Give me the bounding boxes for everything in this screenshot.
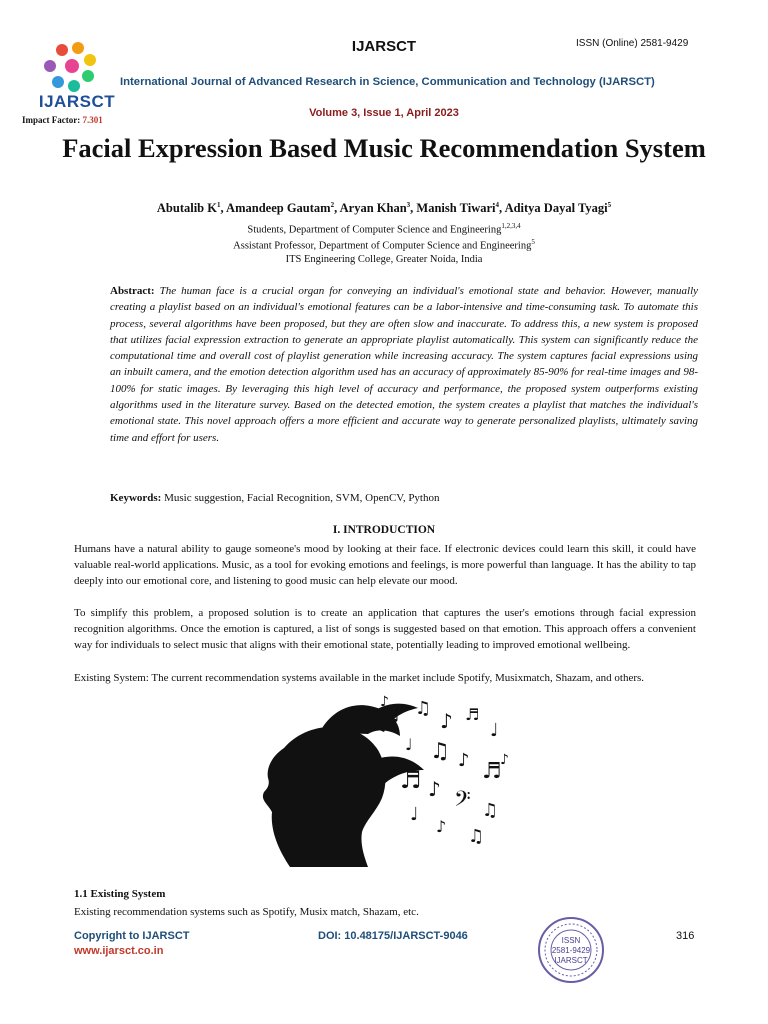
svg-text:♫: ♫ [430,739,450,764]
journal-full-title: International Journal of Advanced Research in Science, Communication and Technology (IJARSCT) [120,76,655,88]
paragraph: Existing System: The current recommendation systems available in the market include Spotify, Musixmatch, Shazam, and others. [74,672,645,684]
issn-seal-icon [537,916,605,984]
page-number: 316 [676,930,695,942]
svg-text:♪: ♪ [440,709,453,733]
section-heading: I. INTRODUCTION [332,524,436,536]
affiliation: ITS Engineering College, Greater Noida, India [285,254,483,265]
keywords: Keywords: Music suggestion, Facial Recognition, SVM, OpenCV, Python [110,492,440,504]
music-head-silhouette-image [250,692,520,874]
affiliation: Assistant Professor, Department of Computer Science and Engineering$^5$ [233,238,535,252]
abstract: Abstract: The human face is a crucial organ for conveying an individual's emotional state and behavior. However, manually creating a playlist based on an individual's emotional features can be a labor-intensive and time-consuming task. To automate this process, several algorithms have been proposed, but they are often slow and inaccurate. To address this, a new system is proposed that utilizes facial expression extraction to generate an appropriate playlist automatically. This system can significantly reduce the computational time and overall cost of playlist generation while increasing accuracy. The system captures facial expressions using an inbuilt camera, and the emotion detection algorithm used has an accuracy of approximately 85-90% for real-time images and 98-100% for static images. By leveraging this high level of accuracy and performance, the proposed system outperforms existing algorithms used in the literature survey. Based on the detected emotion, the system creates a playlist that matches the individual's emotional state. This novel approach offers a more efficient and accurate way to generate personalized playlists, ultimately saving time and effort for users. [110,285,699,444]
issn: ISSN (Online) 2581-9429 [576,38,689,49]
svg-text:♩: ♩ [405,735,413,754]
author-list: Abutalib $K^1$, Amandeep Gautam$^2$, Aryan Khan$^3$, Manish Tiwari$^4$, Aditya Dayal Tyagi$^5$ [156,201,612,216]
svg-text:♪: ♪ [500,752,509,768]
svg-text:♫: ♫ [482,800,499,821]
affiliation: Students, Department of Computer Science and Engineering$^{1,2,3,4}$ [247,222,521,236]
footer-website-link[interactable]: www.ijarsct.co.in [74,945,164,957]
svg-text:♪: ♪ [428,777,441,801]
svg-text:♩: ♩ [410,804,419,825]
paragraph: Humans have a natural ability to gauge someone's mood by looking at their face. If electronic devices could learn this skill, it could have valuable real-world applications. Music, as a tool for evoking emotions and feelings, is more powerful than language. It has the ability to tap deeply into our emotional core, and listening to good music can help elevate our mood. [74,543,696,588]
volume-issue: Volume 3, Issue 1, April 2023 [309,107,459,119]
impact-factor: Impact Factor: 7.301 [22,115,103,125]
author: Amandeep Gautam [226,201,331,216]
svg-text:♪: ♪ [436,817,447,836]
svg-text:♬: ♬ [482,759,502,784]
paper-title: Facial Expression Based Music Recommendation System [62,133,706,163]
svg-text:IJARSCT: IJARSCT [554,956,588,965]
svg-text:2581-9429: 2581-9429 [551,946,591,955]
footer-copyright: Copyright to IJARSCT [74,930,190,942]
svg-text:ISSN: ISSN [561,936,581,945]
subsection-heading: 1.1 Existing System [74,888,166,900]
svg-text:♬: ♬ [400,766,422,794]
svg-text:♩: ♩ [490,720,499,741]
author: Aditya Dayal Tyagi [504,201,608,216]
logo-wordmark: IJARSCT [38,92,116,111]
svg-text:♪: ♪ [458,750,470,771]
journal-short-title: IJARSCT [351,38,417,55]
svg-text:♬: ♬ [465,705,480,724]
svg-text:♫: ♫ [415,698,432,719]
author: Aryan Khan [339,201,407,216]
paragraph: To simplify this problem, a proposed solution is to create an application that captures the user's emotions through facial expression recognition algorithms. Once the emotion is captured, a list of songs is suggested based on that emotion. This approach offers a convenient way for individuals to select music that aligns with their emotional state, potentially leading to improved emotional wellbeing. [74,607,696,652]
footer-doi: DOI: 10.48175/IJARSCT-9046 [318,930,468,942]
svg-text:♫: ♫ [468,826,485,847]
svg-text:𝄢: 𝄢 [454,787,471,817]
author: Abutalib K [156,201,217,216]
svg-text:♪: ♪ [390,703,405,728]
author: Manish Tiwari [416,201,496,216]
paragraph: Existing recommendation systems such as Spotify, Musix match, Shazam, etc. [74,906,419,918]
svg-text:♪: ♪ [380,694,389,710]
